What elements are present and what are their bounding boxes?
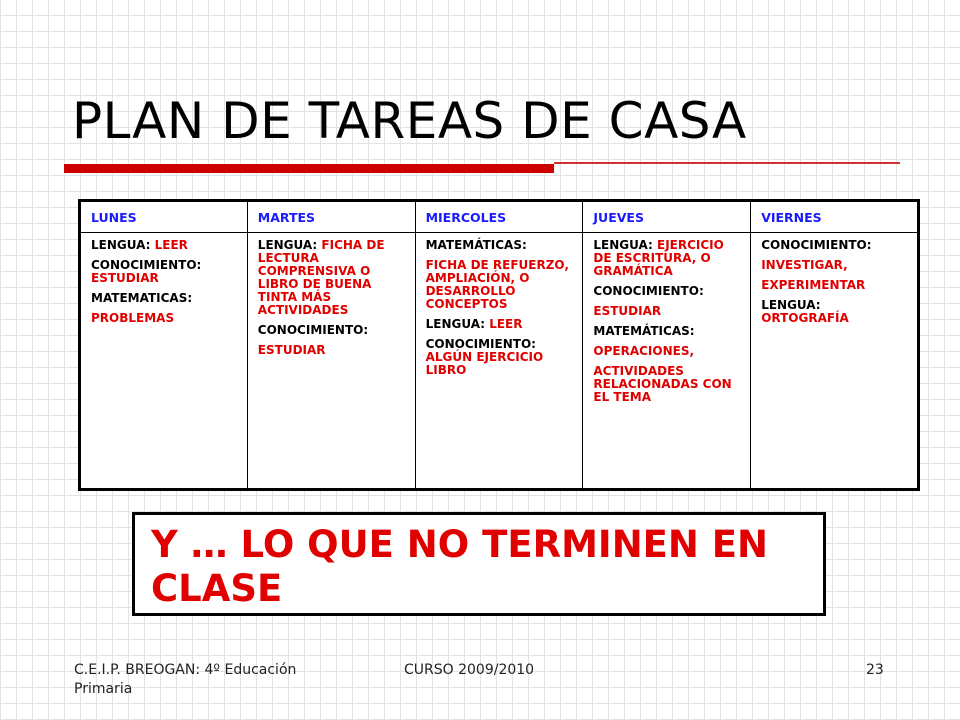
footer-page-number: 23 bbox=[866, 662, 884, 678]
task-activity: EXPERIMENTAR bbox=[761, 278, 866, 292]
task-subject: CONOCIMIENTO: bbox=[257, 323, 369, 337]
table-header-row bbox=[80, 201, 919, 233]
task-activity: LEER bbox=[154, 238, 188, 252]
task-subject: CONOCIMIENTO: bbox=[425, 337, 536, 351]
task-activity: FICHA DE LECTURA COMPRENSIVA O LIBRO DE BUENA TINTA MÁS ACTIVIDADES bbox=[257, 238, 385, 317]
task-entry bbox=[593, 325, 740, 338]
task-activity: PROBLEMAS bbox=[91, 311, 175, 325]
day-header-viernes: VIERNES bbox=[751, 201, 919, 233]
callout-text: Y … LO QUE NO TERMINEN EN CLASE bbox=[151, 523, 769, 610]
task-entry bbox=[593, 365, 740, 404]
title-underline-thin bbox=[554, 162, 900, 164]
task-activity: ORTOGRAFÍA bbox=[761, 311, 849, 325]
footer-school: C.E.I.P. BREOGAN: 4º Educación Primaria bbox=[74, 662, 297, 697]
task-entry bbox=[761, 259, 907, 272]
task-entry bbox=[593, 305, 740, 318]
task-subject: MATEMÁTICAS: bbox=[425, 238, 527, 252]
task-entry bbox=[761, 279, 907, 292]
task-subject: CONOCIMIENTO: bbox=[761, 238, 872, 252]
task-activity: INVESTIGAR, bbox=[761, 258, 848, 272]
task-activity: ESTUDIAR bbox=[91, 271, 159, 285]
task-entry bbox=[91, 312, 237, 325]
day-header-miercoles: MIERCOLES bbox=[415, 201, 583, 233]
task-activity: FICHA DE REFUERZO, AMPLIACIÓN, O DESARROLLO CONCEPTOS bbox=[425, 258, 569, 311]
day-tasks-cell bbox=[80, 233, 248, 490]
task-entry bbox=[258, 344, 405, 357]
task-activity: OPERACIONES, bbox=[593, 344, 695, 358]
task-entry bbox=[91, 259, 237, 285]
footer-course: CURSO 2009/2010 bbox=[404, 662, 535, 678]
task-subject: CONOCIMIENTO: bbox=[91, 258, 202, 272]
homework-plan-table bbox=[78, 199, 920, 491]
task-subject: CONOCIMIENTO: bbox=[593, 284, 704, 298]
task-entry bbox=[761, 239, 907, 252]
task-entry bbox=[593, 285, 740, 298]
day-header-martes: MARTES bbox=[247, 201, 415, 233]
task-subject: MATEMATICAS: bbox=[91, 291, 193, 305]
task-subject: LENGUA: bbox=[257, 238, 322, 252]
task-entry bbox=[593, 345, 740, 358]
day-tasks-cell bbox=[751, 233, 919, 490]
task-entry bbox=[258, 324, 405, 337]
day-tasks-cell bbox=[415, 233, 583, 490]
title-underline-thick bbox=[64, 164, 554, 173]
task-subject: MATEMÁTICAS: bbox=[593, 324, 695, 338]
task-activity: EJERCICIO DE ESCRITURA, O GRAMÁTICA bbox=[593, 238, 724, 278]
callout-box bbox=[132, 512, 826, 616]
slide-title: PLAN DE TAREAS DE CASA bbox=[72, 92, 747, 150]
task-subject: LENGUA: bbox=[425, 317, 490, 331]
day-header-jueves: JUEVES bbox=[583, 201, 751, 233]
table-row bbox=[80, 233, 919, 490]
day-header-lunes: LUNES bbox=[80, 201, 248, 233]
task-entry bbox=[426, 239, 573, 252]
task-subject: LENGUA: bbox=[761, 298, 821, 312]
task-entry bbox=[761, 299, 907, 325]
task-entry bbox=[91, 292, 237, 305]
task-entry bbox=[593, 239, 740, 278]
task-activity: ESTUDIAR bbox=[257, 343, 326, 357]
task-activity: ESTUDIAR bbox=[593, 304, 662, 318]
task-entry bbox=[426, 259, 573, 311]
task-entry bbox=[426, 318, 573, 331]
task-subject: LENGUA: bbox=[593, 238, 657, 252]
task-activity: ACTIVIDADES RELACIONADAS CON EL TEMA bbox=[593, 364, 732, 404]
day-tasks-cell bbox=[247, 233, 415, 490]
task-activity: ALGÚN EJERCICIO LIBRO bbox=[425, 350, 544, 377]
task-activity: LEER bbox=[489, 317, 523, 331]
day-tasks-cell bbox=[583, 233, 751, 490]
task-entry bbox=[91, 239, 237, 252]
task-subject: LENGUA: bbox=[91, 238, 155, 252]
task-entry bbox=[258, 239, 405, 317]
task-entry bbox=[426, 338, 573, 377]
